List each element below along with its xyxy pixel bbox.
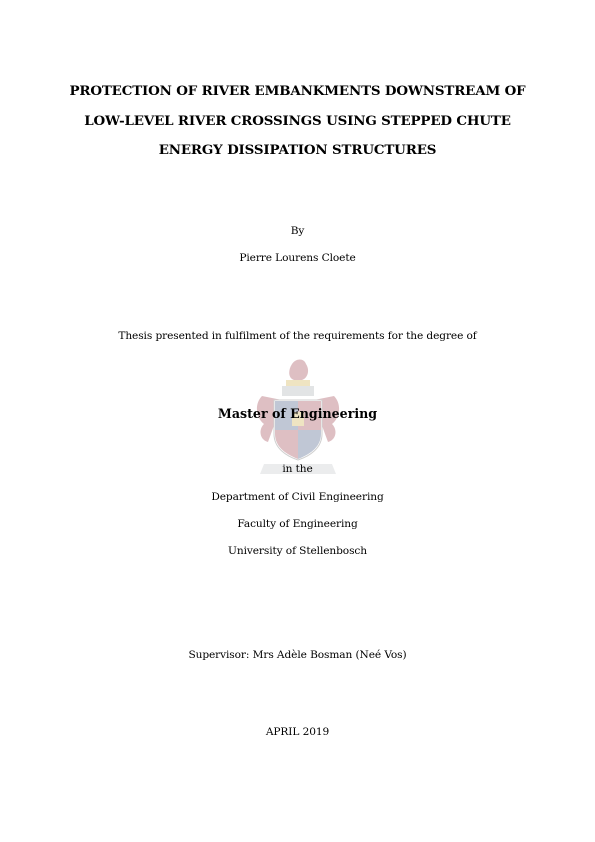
by-label: By xyxy=(290,225,305,237)
thesis-title-line-2: LOW-LEVEL RIVER CROSSINGS USING STEPPED CHUTE xyxy=(84,113,511,129)
university-name: University of Stellenbosch xyxy=(228,545,367,557)
thesis-title-line-3: ENERGY DISSIPATION STRUCTURES xyxy=(158,142,437,158)
supervisor-line: Supervisor: Mrs Adèle Bosman (Neé Vos) xyxy=(188,649,407,661)
faculty-name: Faculty of Engineering xyxy=(237,518,358,530)
degree-statement: Thesis presented in fulfilment of the requirements for the degree of xyxy=(118,330,477,342)
department-name: Department of Civil Engineering xyxy=(211,491,384,503)
author-name: Pierre Lourens Cloete xyxy=(239,252,356,264)
thesis-title-line-1: PROTECTION OF RIVER EMBANKMENTS DOWNSTREAM OF xyxy=(69,83,526,99)
degree-name: Master of Engineering xyxy=(217,406,378,421)
in-the-label: in the xyxy=(282,463,313,475)
submission-date: APRIL 2019 xyxy=(265,726,330,738)
